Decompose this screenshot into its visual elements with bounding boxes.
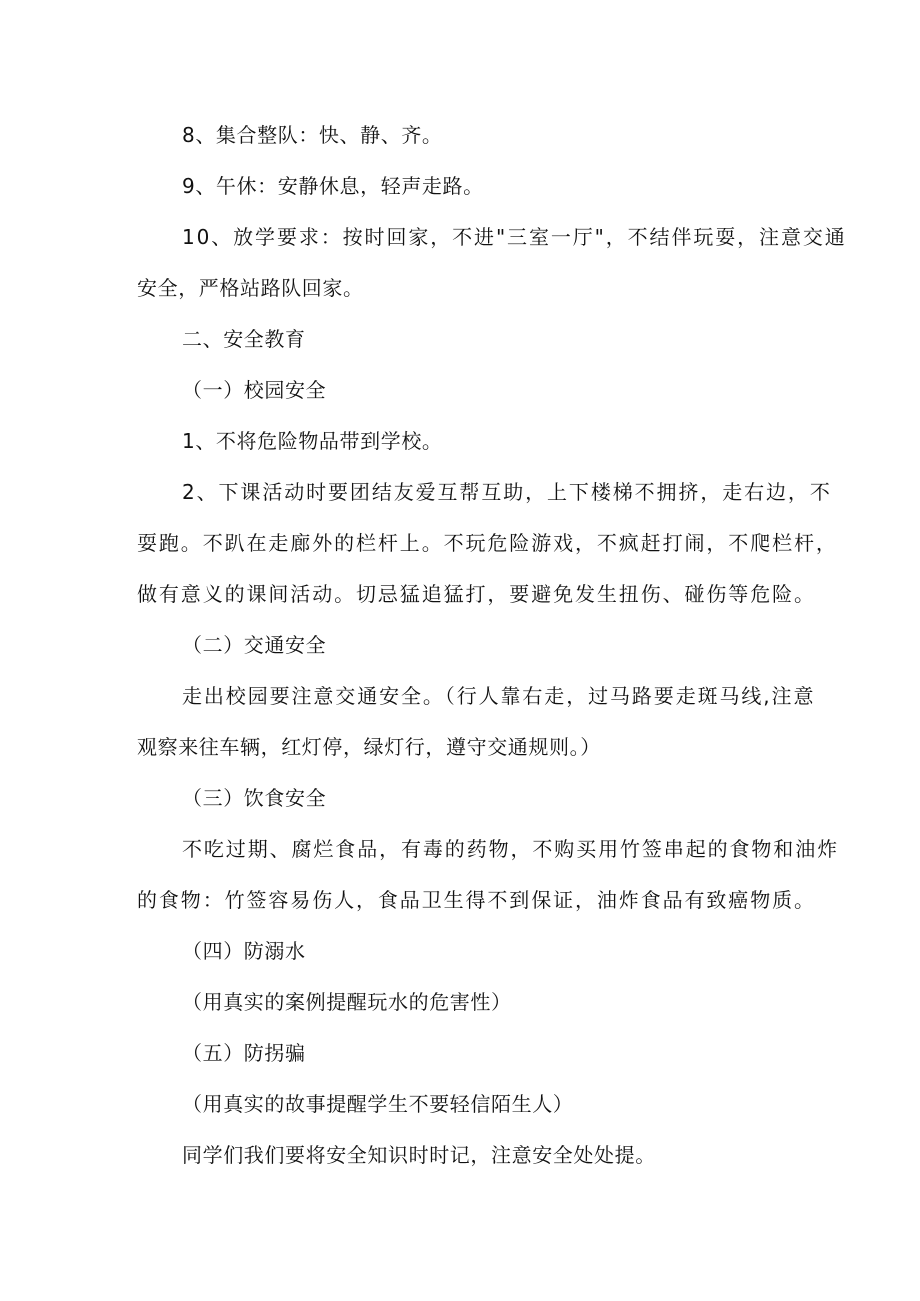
paragraph-line: 做有意义的课间活动。切忌猛追猛打，要避免发生扭伤、碰伤等危险。	[137, 582, 816, 606]
paragraph-line: （用真实的故事提醒学生不要轻信陌生人）	[182, 1092, 574, 1116]
paragraph-line: 走出校园要注意交通安全。（行人靠右走，过马路要走斑马线,注意	[182, 684, 816, 708]
paragraph-line: 的食物：竹签容易伤人，食品卫生得不到保证，油炸食品有致癌物质。	[137, 888, 816, 912]
subsection-heading: （四）防溺水	[182, 939, 306, 963]
subsection-heading: （五）防拐骗	[182, 1041, 306, 1065]
paragraph-line: 9、午休：安静休息，轻声走路。	[182, 174, 484, 198]
paragraph-line: 8、集合整队：快、静、齐。	[182, 123, 443, 147]
subsection-heading: （三）饮食安全	[182, 786, 327, 810]
paragraph-line: 同学们我们要将安全知识时时记，注意安全处处提。	[182, 1143, 656, 1167]
paragraph-line: 安全，严格站路队回家。	[137, 276, 364, 300]
paragraph-line: 观察来往车辆，红灯停，绿灯行，遵守交通规则。）	[137, 735, 601, 759]
subsection-heading: （一）校园安全	[182, 378, 327, 402]
subsection-heading: （二）交通安全	[182, 633, 327, 657]
paragraph-line: 不吃过期、腐烂食品，有毒的药物，不购买用竹签串起的食物和油炸	[182, 837, 839, 861]
section-heading: 二、安全教育	[182, 327, 306, 351]
paragraph-line: 1、不将危险物品带到学校。	[182, 429, 443, 453]
paragraph-line: （用真实的案例提醒玩水的危害性）	[182, 990, 512, 1014]
paragraph-line: 10、放学要求：按时回家，不进"三室一厅"，不结伴玩耍，注意交通	[182, 225, 847, 249]
paragraph-line: 耍跑。不趴在走廊外的栏杆上。不玩危险游戏，不疯赶打闹，不爬栏杆，	[137, 531, 838, 555]
paragraph-line: 2、下课活动时要团结友爱互帮互助，上下楼梯不拥挤，走右边，不	[182, 480, 832, 504]
